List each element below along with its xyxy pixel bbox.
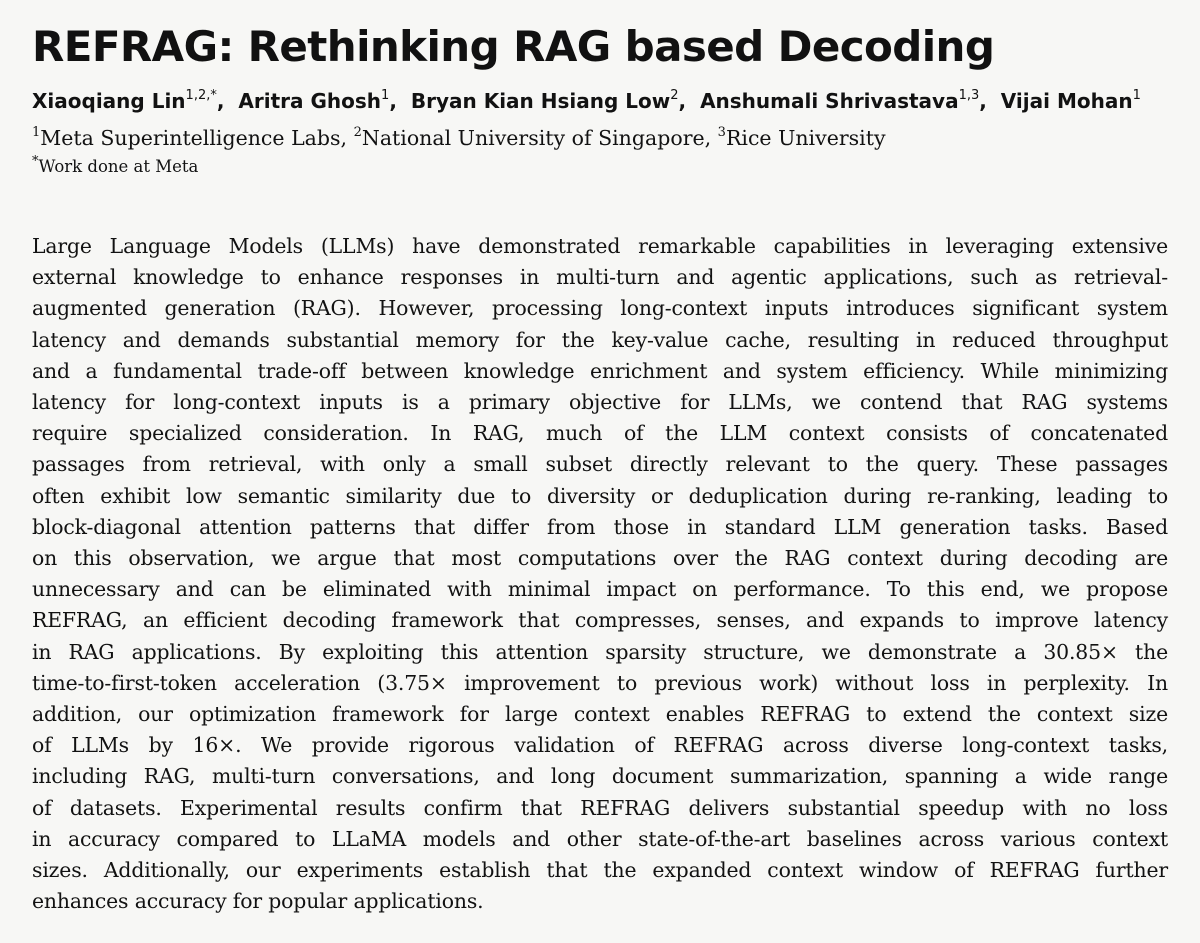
- affiliation-name: National University of Singapore: [361, 126, 705, 150]
- abstract-line: external knowledge to enhance responses in multi-turn and agentic applications, such as retrieval-: [32, 265, 1168, 290]
- author-affiliation-mark: 1: [381, 88, 390, 104]
- affiliation-mark: 1: [32, 125, 41, 141]
- abstract-line: addition, our optimization framework for large context enables REFRAG to extend the context size: [32, 702, 1168, 727]
- author-affiliation-mark: 1: [1132, 88, 1141, 104]
- affiliation: [354, 126, 705, 150]
- note-text: Work done at Meta: [38, 157, 199, 176]
- author: [411, 89, 679, 113]
- abstract-line: enhances accuracy for popular applications.: [32, 889, 484, 914]
- abstract-line: latency for long-context inputs is a primary objective for LLMs, we contend that RAG systems: [32, 390, 1168, 415]
- author-affiliation-mark: 1,3: [958, 88, 980, 104]
- abstract-line: time-to-first-token acceleration (3.75× improvement to previous work) without loss in perplexity. In: [32, 670, 1168, 695]
- affiliation-mark: 3: [717, 125, 726, 141]
- abstract-line: on this observation, we argue that most computations over the RAG context during decoding are: [32, 546, 1168, 571]
- paper-header: [32, 16, 1172, 914]
- abstract-line: sizes. Additionally, our experiments establish that the expanded context window of REFRAG further: [32, 858, 1168, 883]
- abstract-line: often exhibit low semantic similarity due to diversity or deduplication during re-ranking, leading to: [32, 483, 1168, 508]
- author-separator: ,: [389, 89, 397, 113]
- author-name: Anshumali Shrivastava: [700, 89, 959, 113]
- author-name: Xiaoqiang Lin: [32, 89, 186, 113]
- author: [1001, 89, 1141, 113]
- abstract-line: of datasets. Experimental results confirm that REFRAG delivers substantial speedup with no loss: [32, 795, 1168, 820]
- abstract-line: in accuracy compared to LLaMA models and other state-of-the-art baselines across various context: [32, 826, 1168, 851]
- paper-title: REFRAG: Rethinking RAG based Decoding: [32, 22, 995, 71]
- affiliation-list: $^1$Meta Superintelligence Labs, $^2$National University of Singapore, $^3$Rice University: [32, 125, 886, 150]
- abstract-line: REFRAG, an efficient decoding framework that compresses, senses, and expands to improve latency: [32, 608, 1168, 633]
- affiliation-name: Rice University: [725, 126, 886, 150]
- abstract-line: augmented generation (RAG). However, processing long-context inputs introduces significant system: [32, 296, 1168, 321]
- abstract-line: latency and demands substantial memory for the key-value cache, resulting in reduced throughput: [32, 327, 1168, 352]
- abstract-line: unnecessary and can be eliminated with minimal impact on performance. To this end, we propose: [32, 577, 1168, 602]
- abstract-line: Large Language Models (LLMs) have demonstrated remarkable capabilities in leveraging extensive: [32, 234, 1168, 258]
- abstract-line: including RAG, multi-turn conversations, and long document summarization, spanning a wide range: [32, 764, 1168, 789]
- footnote-note: [32, 154, 1172, 180]
- abstract-line: of LLMs by 16×. We provide rigorous validation of REFRAG across diverse long-context tasks,: [32, 733, 1168, 758]
- author-name: Vijai Mohan: [1000, 89, 1133, 113]
- author: [32, 89, 217, 113]
- author-separator: ,: [678, 89, 687, 113]
- abstract-line: in RAG applications. By exploiting this attention sparsity structure, we demonstrate a 30.85× the: [32, 639, 1168, 664]
- abstract-line: and a fundamental trade-off between knowledge enrichment and system efficiency. While minimizing: [32, 358, 1168, 383]
- author-separator: ,: [979, 89, 987, 113]
- affiliation-mark: 2: [353, 125, 362, 141]
- author-name: Bryan Kian Hsiang Low: [410, 89, 671, 113]
- author-list: [32, 84, 1172, 118]
- affiliation: [718, 126, 886, 150]
- author-affiliation-mark: 2: [670, 88, 679, 104]
- author-name: Aritra Ghosh: [238, 89, 382, 113]
- abstract-line: block-diagonal attention patterns that differ from those in standard LLM generation tasks. Based: [32, 514, 1168, 539]
- author-separator: ,: [216, 89, 225, 113]
- author: [238, 89, 389, 113]
- affiliation: [32, 126, 341, 150]
- abstract-line: require specialized consideration. In RAG, much of the LLM context consists of concatenated: [32, 421, 1168, 446]
- abstract-line: passages from retrieval, with only a small subset directly relevant to the query. These passages: [32, 452, 1168, 477]
- affiliation-name: Meta Superintelligence Labs: [40, 126, 341, 150]
- abstract-paragraph: [32, 231, 1168, 917]
- author: [700, 89, 979, 113]
- author-affiliation-mark: 1,2,*: [185, 88, 217, 104]
- note-mark: *: [32, 153, 39, 169]
